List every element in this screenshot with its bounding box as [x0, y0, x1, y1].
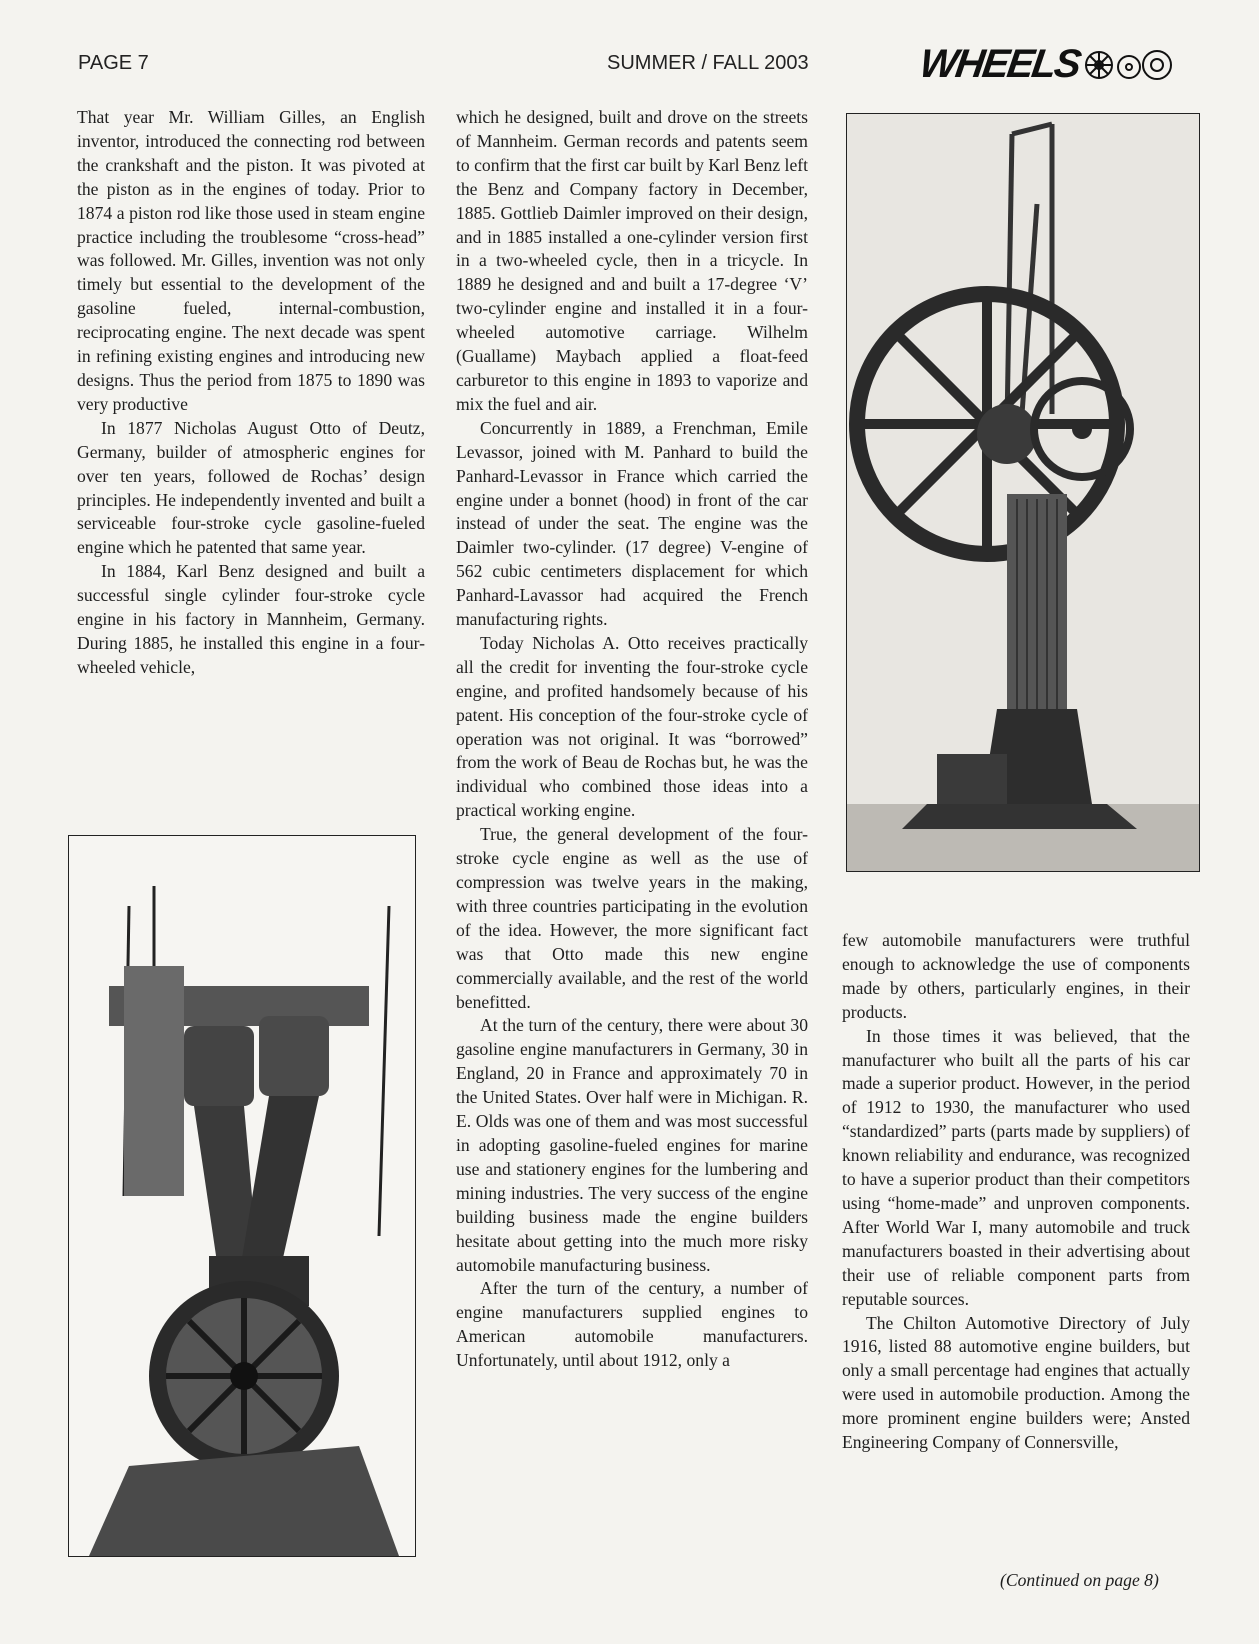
paragraph: That year Mr. William Gilles, an English inventor, introduced the connecting rod between the crankshaft and the piston. It was pivoted at the piston as in the engines of today. Prior to 1874 a piston rod like those used in steam engine practice including the troublesome “cross-head” was followed. Mr. Gilles, invention was not only timely but essential to the development of the gasoline fueled, internal-combustion, reciprocating engine. The next decade was spent in refining existing engines and introducing new designs. Thus the period from 1875 to 1890 was very productive — [77, 107, 425, 414]
wheels-logo-icon — [1083, 48, 1175, 82]
paragraph: which he designed, built and drove on the streets of Mannheim. German records and patents seem to confirm that the first car built by Karl Benz left the Benz and Company factory in December, 1885. Gottlieb Daimler improved on their design, and in 1885 installed a one-cylinder version first in a two-wheeled cycle, then in a tricycle. In 1889 he designed and and built a 17-degree ‘V’ two-cylinder engine and installed it in a four-wheeled automotive carriage. Wilhelm (Guallame) Maybach applied a float-feed carburetor to this engine in 1893 to vaporize and mix the fuel and air. — [456, 107, 808, 414]
continued-note: (Continued on page 8) — [1000, 1570, 1159, 1590]
paragraph: The Chilton Automotive Directory of July 1916, listed 88 automotive engine builders, but only a small percentage had engines that actually were used in automobile production. Among the more prominent engine builders were; Ansted Engineering Company of Connersville, — [842, 1312, 1190, 1453]
paragraph: In 1884, Karl Benz designed and built a successful single cylinder four-stroke cycle engine in his factory in Mannheim, Germany. During 1885, he installed this engine in a four-wheeled vehicle, — [77, 561, 425, 677]
paragraph: True, the general development of the four-stroke cycle engine as well as the use of compression was twelve years in the making, with three countries participating in the evolution of the idea. However, the more significant fact was that Otto made this new engine commercially available, and the rest of the world benefitted. — [456, 824, 808, 1012]
v-twin-engine-photo — [68, 835, 416, 1557]
text-column-1 — [77, 106, 425, 680]
logo-text: WHEELS — [916, 42, 1083, 86]
paragraph: few automobile manufacturers were truthful enough to acknowledge the use of components made by others, particularly engines, in their products. — [842, 930, 1190, 1022]
wheels-logo — [916, 42, 1175, 87]
paragraph: In those times it was believed, that the manufacturer who built all the parts of his car made a superior product. However, in the period of 1912 to 1930, the manufacturer who used “standardized” parts (parts made by suppliers) of known reliability and endurance, was recognized to have a superior product than their competitors using “home-made” and unproven components. After World War I, many automobile and truck manufacturers boasted in their advertising about their use of reliable component parts from reputable sources. — [842, 1025, 1190, 1309]
paragraph: Today Nicholas A. Otto receives practically all the credit for inventing the four-stroke cycle engine, and profited handsomely because of his patent. His conception of the four-stroke cycle of operation was not original. It was “borrowed” from the work of Beau de Rochas but, he was the individual who combined those ideas into a practical working engine. — [456, 632, 808, 821]
paragraph: In 1877 Nicholas August Otto of Deutz, Germany, builder of atmospheric engines for over ten years, followed de Rochas’ design principles. He independently invented and built a serviceable four-stroke cycle gasoline-fueled engine which he patented that same year. — [77, 417, 425, 558]
text-column-2 — [456, 106, 808, 1373]
paragraph: At the turn of the century, there were about 30 gasoline engine manufacturers in Germany, 30 in England, 20 in France and approximately 70 in the United States. Over half were in Michigan. R. E. Olds was one of them and was most successful in adopting gasoline-fueled engines for marine use and stationery engines for the lumbering and mining industries. The very success of the engine building business made the engine builders hesitate about getting into the much more risky automobile manufacturing business. — [456, 1015, 808, 1275]
page-number: PAGE 7 — [78, 52, 149, 74]
text-column-3 — [842, 929, 1190, 1455]
paragraph: Concurrently in 1889, a Frenchman, Emile Levassor, joined with M. Panhard to build the Panhard-Levassor in France which carried the engine under a bonnet (hood) in front of the car instead of under the seat. The engine was the Daimler two-cylinder. (17 degree) V-engine of 562 cubic centimeters displacement for which Panhard-Lavassor had acquired the French manufacturing rights. — [456, 417, 808, 630]
issue-date: SUMMER / FALL 2003 — [607, 52, 809, 74]
paragraph: After the turn of the century, a number of engine manufacturers supplied engines to American automobile manufacturers. Unfortunately, until about 1912, only a — [456, 1278, 808, 1371]
otto-engine-photo — [846, 113, 1200, 872]
